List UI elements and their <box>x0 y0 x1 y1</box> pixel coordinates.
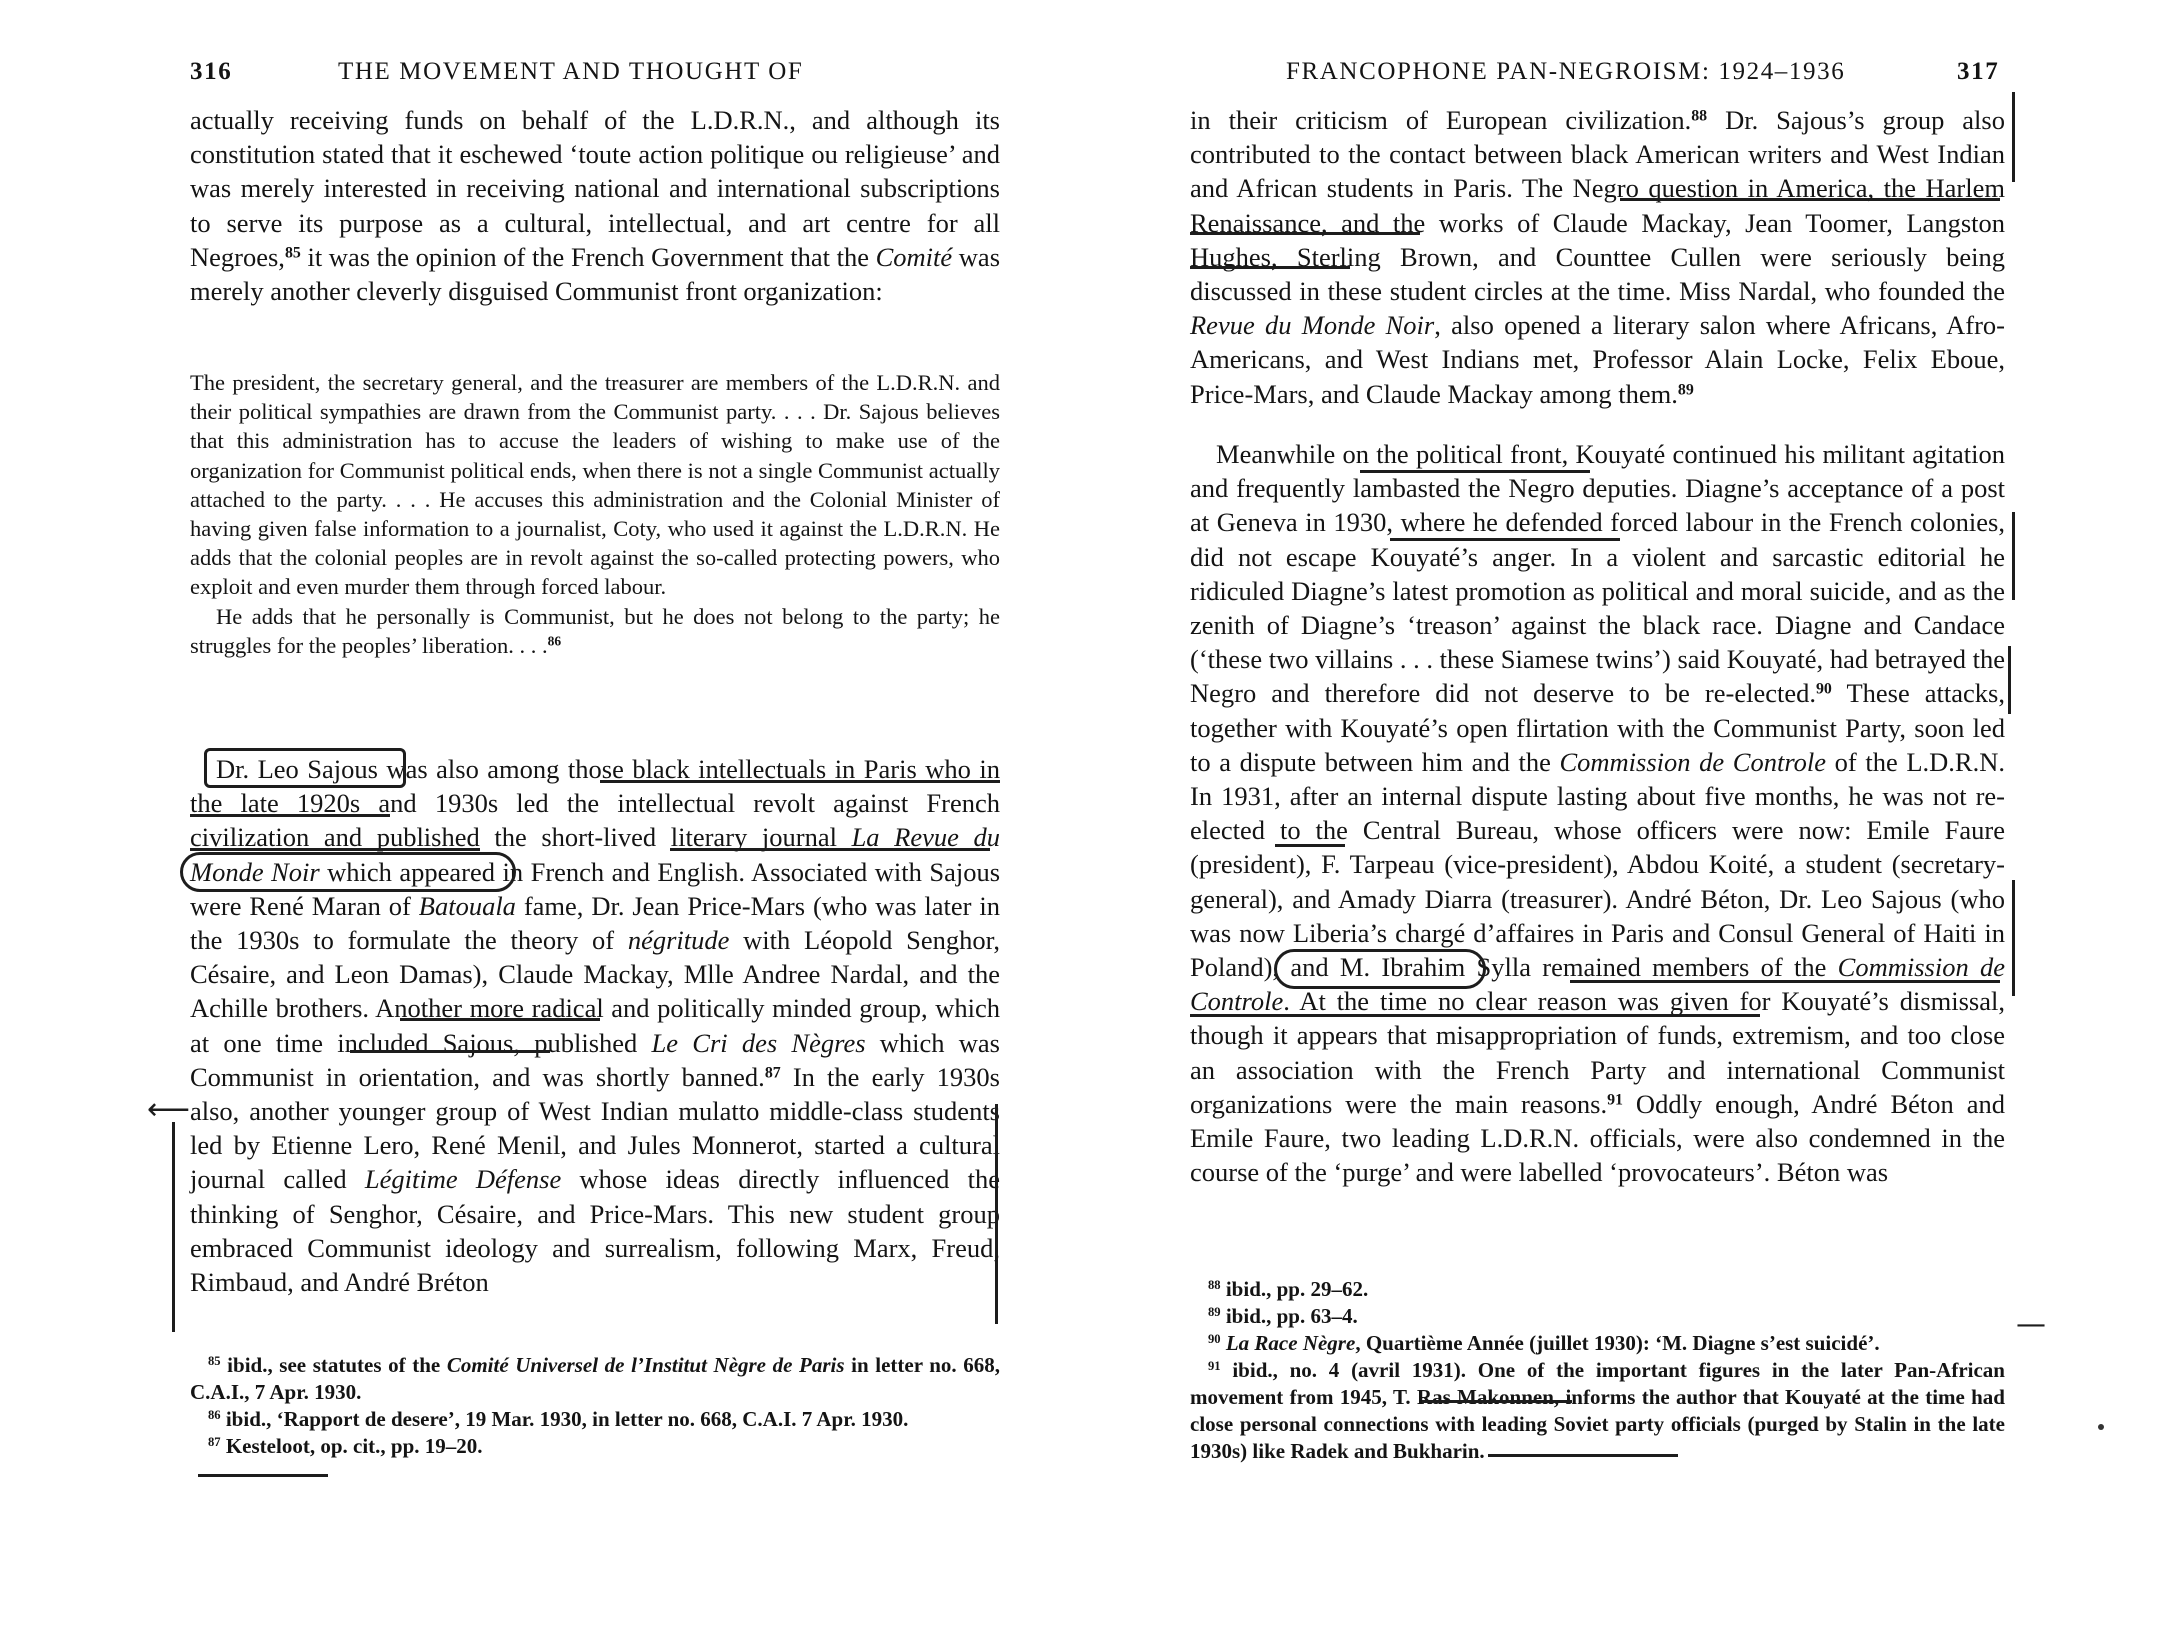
footnote-86: $^{86}$ ibid., ‘Rapport de desere’, 19 Mar. 1930, in letter no. 668, C.A.I. 7 Apr. 1930. <box>208 1407 909 1431</box>
left-page <box>147 0 1001 1632</box>
footnote-90: $^{90}$ La Race Nègre, Quartième Année (juillet 1930): ‘M. Diagne s’est suicidé’. <box>1208 1331 1880 1355</box>
pen-box-sajous <box>204 748 406 788</box>
left-running-head <box>190 58 1000 94</box>
pen-underline-1 <box>600 780 1000 783</box>
footnote-89: $^{89}$ ibid., pp. 63–4. <box>1208 1304 1358 1328</box>
footnote-85: $^{85}$ ibid., see statutes of the Comité Universel de l’Institut Nègre de Paris in letter no. 668, C.A.I., 7 Apr. 1930. <box>190 1353 1000 1404</box>
right-footnotes <box>1190 1276 2005 1465</box>
pen-margin-bar-left <box>172 1122 175 1332</box>
quote-paragraph-1: The president, the secretary general, and the treasurer are members of the L.D.R.N. and their political sympathies are drawn from the Communist party. . . . Dr. Sajous believes that this administration has to accuse the leaders of wishing to make use of the organization for Communist political ends, when there is not a single Communist actually attached to the party. . . . He accuses this administration and the Colonial Minister of having given false information to a journalist, Coty, who used it against the L.D.R.N. He adds that the colonial peoples are in revolt against the so-called protecting powers, who exploit and even murder them through forced labour. <box>190 370 1000 600</box>
pen-underline-makonnen <box>1422 1400 1572 1403</box>
pen-margin-bar-right <box>995 1104 998 1324</box>
stray-dot <box>2098 1424 2104 1430</box>
pen-margin-bracket-3 <box>2012 880 2015 996</box>
pen-underline-2 <box>190 814 390 817</box>
pen-underline-harlem <box>1190 232 1420 235</box>
pen-underline-radek <box>1488 1454 1678 1457</box>
left-paragraph-1: actually receiving funds on behalf of the L.D.R.N., and although its constitution stated that it eschewed ‘toute action politique ou religieuse’ and was merely interested in receiving national and international subscriptions to serve its purpose as a cultural, intellectual, and art centre for all Negroes,$^{85}$ it was the opinion of the French Government that the Comité was merely another cleverly disguised Communist front organization: <box>190 105 1001 307</box>
left-footnotes <box>190 1352 1000 1460</box>
quote-paragraph-2: He adds that he personally is Communist, but he does not belong to the party; he struggles for the peoples’ liberation. . . .$^{86}$ <box>190 603 1000 658</box>
pen-underline-4 <box>670 848 990 851</box>
pen-underline-geneva <box>1390 538 1620 541</box>
pen-underline-nardal <box>400 1018 600 1021</box>
pen-underline-consul <box>1190 1014 1760 1017</box>
pen-oval-sajous <box>1274 949 1486 989</box>
pen-margin-bar-top <box>2012 92 2015 182</box>
left-running-title: THE MOVEMENT AND THOUGHT OF <box>338 58 804 85</box>
right-page-number: 317 <box>1957 58 2000 85</box>
pen-underline-kesteloot <box>198 1474 328 1477</box>
right-running-head <box>1190 58 2005 94</box>
right-page <box>1190 0 2046 1632</box>
left-page-number: 316 <box>190 58 233 85</box>
pen-underline-toomer <box>1190 266 1350 269</box>
footnote-87: $^{87}$ Kesteloot, op. cit., pp. 19–20. <box>208 1434 483 1458</box>
pen-margin-bracket-1 <box>2012 512 2015 600</box>
left-arrow-icon: ⟵ <box>147 1092 191 1127</box>
right-paragraph-2: Meanwhile on the political front, Kouyaté continued his militant agitation and frequently lambasted the Negro deputies. Diagne’s acceptance of a post at Geneva in 1930, where he defended forced labour in the French colonies, did not escape Kouyaté’s anger. In a violent and sarcastic editorial he ridiculed Diagne’s latest promotion as political and moral suicide, and as the zenith of Diagne’s ‘treason’ against the black race. Diagne and Candace (‘these two villains . . . these Siamese twins’) said Kouyaté, had betrayed the Negro and therefore did not deserve to be re-elected.$^{90}$ These attacks, together with Kouyaté’s open flirtation with the Communist Party, soon led to a dispute between him and the Commission de Controle of the L.D.R.N. In 1931, after an internal dispute lasting about five months, he was not re-elected to the Central Bureau, whose officers were now: Emile Faure (president), F. Tarpeau (vice-president), Abdou Koité, a student (secretary-general), and Amady Diarra (treasurer). André Béton, Dr. Leo Sajous (who was now Liberia’s chargé d’affaires in Paris and Consul General of Haiti in Poland), and M. Ibrahim Sylla remained members of the Commission de Controle. At the time no clear reason was given for Kouyaté’s dismissal, though it appears that misappropriation of funds, extremism, and too close an association with the French Party and international Communist organizations were the main reasons.$^{91}$ Oddly enough, André Béton and Emile Faure, two leading L.D.R.N. officials, were also condemned in the course of the ‘purge’ and were labelled ‘provocateurs’. Béton was <box>1190 439 2005 1188</box>
pen-underline-political-front <box>1360 470 1590 473</box>
right-running-title: FRANCOPHONE PAN-NEGROISM: 1924–1936 <box>1286 58 1846 85</box>
pen-margin-bracket-2 <box>2008 646 2011 714</box>
left-paragraph-2: Dr. Leo Sajous was also among those black intellectuals in Paris who in the late 1920s and 1930s led the intellectual revolt against French civilization and published the short-lived literary journal La Revue du Monde Noir which appeared in French and English. Associated with Sajous were René Maran of Batouala fame, Dr. Jean Price-Mars (who was later in the 1930s to formulate the theory of négritude with Léopold Senghor, Césaire, and Leon Damas), Claude Mackay, Mlle Andree Nardal, and the Achille brothers. Another more radical and politically minded group, which at one time included Sajous, published Le Cri des Nègres which was Communist in orientation, and was shortly banned.$^{87}$ In the early 1930s also, another younger group of West Indian mulatto middle-class students led by Etienne Lero, René Menil, and Jules Monnerot, started a cultural journal called Légitime Défense whose ideas directly influenced the thinking of Senghor, Césaire, and Price-Mars. This new student group embraced Communist ideology and surrealism, following Marx, Freud, Rimbaud, and André Bréton <box>190 754 1001 1298</box>
pen-oval-journal-title <box>180 852 516 892</box>
footnote-88: $^{88}$ ibid., pp. 29–62. <box>1208 1277 1369 1301</box>
pen-underline-liberia <box>1570 980 2000 983</box>
pen-underline-radical <box>350 1050 550 1053</box>
pen-underline-3 <box>190 848 480 851</box>
left-block-quote <box>190 368 1000 660</box>
pen-underline-negro-question <box>1620 198 2000 201</box>
pen-underline-1931 <box>1275 844 1345 847</box>
right-paragraph-1: in their criticism of European civilization.$^{88}$ Dr. Sajous’s group also contributed to the contact between black American writers and West Indian and African students in Paris. The Negro question in America, the Harlem Renaissance, and the works of Claude Mackay, Jean Toomer, Langston Hughes, Sterling Brown, and Counttee Cullen were seriously being discussed in these student circles at the time. Miss Nardal, who founded the Revue du Monde Noir, also opened a literary salon where Africans, Afro-Americans, and West Indians met, Professor Alain Locke, Felix Eboue, Price-Mars, and Claude Mackay among them.$^{89}$ <box>1190 105 2005 409</box>
footnote-91: $^{91}$ ibid., no. 4 (avril 1931). One of the important figures in the later Pan-African movement from 1945, T. Ras Makonnen, informs the author that Kouyaté at the time had close personal connections with leading Soviet party officials (purged by Stalin in the late 1930s) like Radek and Bukharin. <box>1190 1358 2005 1463</box>
dash-icon: — <box>2016 1307 2046 1342</box>
